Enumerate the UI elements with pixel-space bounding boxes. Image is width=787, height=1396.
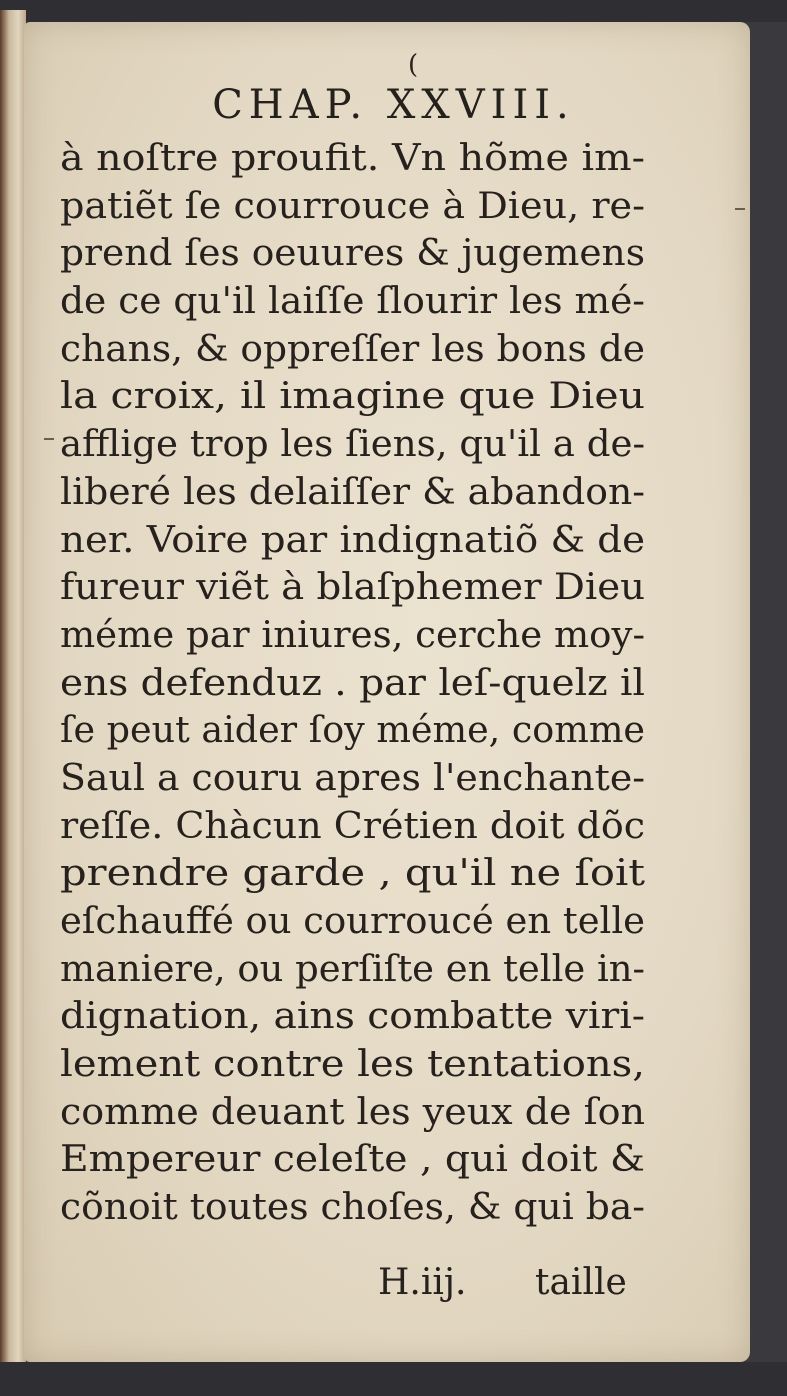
text-line: afflige trop les ſiens, qu'il a de-: [60, 424, 645, 466]
top-shadow: [0, 0, 787, 22]
text-line: Empereur celeſte , qui doit &: [60, 1139, 645, 1181]
page-mark: (: [408, 50, 419, 80]
text-line: chans, & oppreſſer les bons de: [60, 328, 645, 370]
text-line: ſe peut aider ſoy méme, comme: [60, 710, 645, 752]
text-line: méme par iniures, cerche moy-: [60, 614, 645, 656]
text-line: fureur viẽt à blaſphemer Dieu: [60, 567, 645, 609]
left-page-edge: [0, 10, 26, 1396]
text-line: ens defenduz . par leſ-quelz il: [60, 662, 645, 704]
signature-mark: H.iij.: [378, 1262, 467, 1303]
bottom-background: [0, 1362, 787, 1396]
body-text: [60, 135, 660, 1232]
text-line: prend ſes oeuures & jugemens: [60, 233, 645, 275]
text-line: dignation, ains combatte viri-: [60, 996, 645, 1038]
text-line: Saul a couru apres l'enchante-: [60, 757, 645, 799]
text-line: eſchauffé ou courroucé en telle: [60, 901, 645, 942]
text-line: de ce qu'il laiſſe ſlourir les mé-: [60, 281, 645, 323]
text-line: cõnoit toutes choſes, & qui ba-: [60, 1187, 645, 1229]
margin-mark: [735, 208, 745, 210]
text-line: patiẽt ſe courrouce à Dieu, re-: [60, 185, 645, 227]
text-line: à noſtre proufit. Vn hõme im-: [60, 138, 645, 179]
catchword: taille: [535, 1262, 627, 1303]
text-line: reſſe. Chàcun Crétien doit dõc: [60, 805, 646, 847]
text-line: maniere, ou perſiſte en telle in-: [60, 948, 645, 990]
text-line: liberé les delaiſſer & abandon-: [60, 471, 645, 513]
chapter-header: CHAP. XXVIII.: [212, 82, 575, 128]
text-line: comme deuant les yeux de ſon: [60, 1091, 645, 1133]
margin-mark: [44, 438, 54, 440]
text-line: la croix, il imagine que Dieu: [60, 376, 645, 418]
text-line: lement contre les tentations,: [60, 1044, 645, 1086]
text-line: ner. Voire par indignatiõ & de: [60, 519, 645, 561]
text-line: prendre garde , qu'il ne ſoit: [60, 853, 645, 895]
